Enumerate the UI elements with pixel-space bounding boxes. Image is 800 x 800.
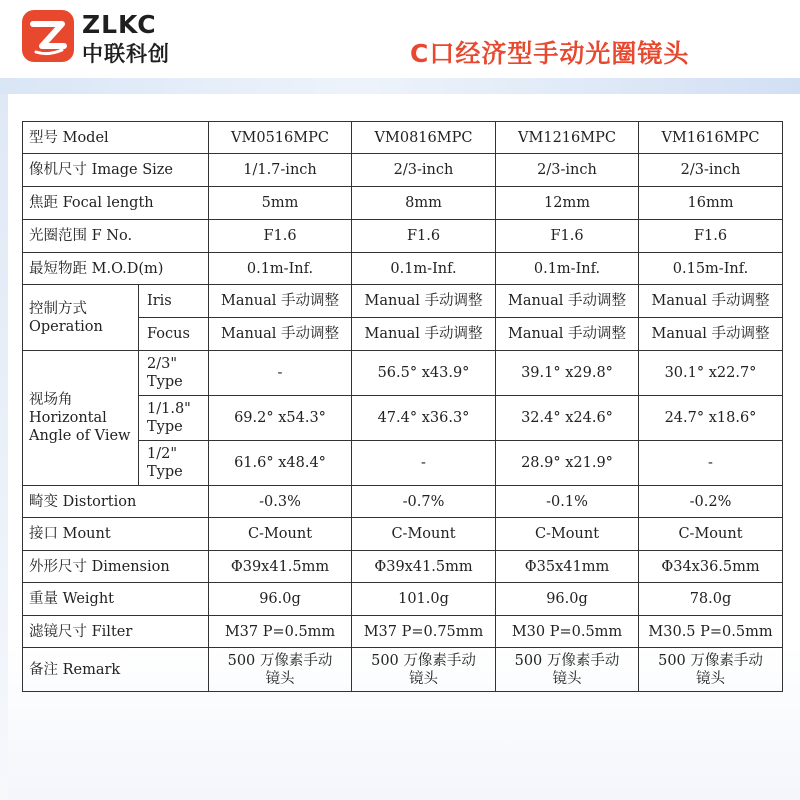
zlkc-logo-icon — [22, 10, 74, 62]
remark-line-1: 500 万像素手动 — [658, 652, 763, 669]
value-cell: 96.0g — [209, 583, 352, 616]
remark-cell — [496, 648, 639, 692]
row-label: 最短物距 M.O.D(m) — [23, 253, 209, 285]
value-cell: M30.5 P=0.5mm — [639, 616, 783, 648]
value-cell: 78.0g — [639, 583, 783, 616]
remark-line-2: 镜头 — [265, 670, 295, 687]
row-label: 备注 Remark — [23, 648, 209, 692]
value-cell: F1.6 — [639, 220, 783, 253]
value-cell: 0.15m-Inf. — [639, 253, 783, 285]
value-cell: 96.0g — [496, 583, 639, 616]
sensor-type-label — [139, 396, 209, 441]
row-label: 畸变 Distortion — [23, 486, 209, 518]
table-row-aov-1 — [23, 351, 783, 396]
value-cell: 12mm — [496, 187, 639, 220]
value-cell: M37 P=0.75mm — [352, 616, 496, 648]
remark-line-2: 镜头 — [409, 670, 438, 687]
value-cell: C-Mount — [639, 518, 783, 551]
sensor-type-label — [139, 441, 209, 486]
value-cell: 0.1m-Inf. — [352, 253, 496, 285]
value-cell: Φ39x41.5mm — [209, 551, 352, 583]
value-cell: - — [209, 351, 352, 396]
table-row-model — [23, 122, 783, 154]
aov-label-cn: 视场角 — [29, 392, 73, 408]
value-cell: 28.9° x21.9° — [496, 441, 639, 486]
sensor-type-word: Type — [147, 374, 183, 390]
value-cell: -0.3% — [209, 486, 352, 518]
value-cell: M37 P=0.5mm — [209, 616, 352, 648]
value-cell: Manual 手动调整 — [639, 318, 783, 351]
row-label: 光圈范围 F No. — [23, 220, 209, 253]
value-cell: 2/3-inch — [639, 154, 783, 187]
value-cell: 8mm — [352, 187, 496, 220]
value-cell: C-Mount — [209, 518, 352, 551]
model-cell: VM0516MPC — [209, 122, 352, 154]
brand-name-cn: 中联科创 — [82, 42, 170, 66]
value-cell: 1/1.7-inch — [209, 154, 352, 187]
model-cell: VM1216MPC — [496, 122, 639, 154]
value-cell: - — [639, 441, 783, 486]
remark-line-2: 镜头 — [696, 670, 725, 687]
value-cell: F1.6 — [496, 220, 639, 253]
remark-cell — [352, 648, 496, 692]
row-label: 滤镜尺寸 Filter — [23, 616, 209, 648]
value-cell: M30 P=0.5mm — [496, 616, 639, 648]
value-cell: 101.0g — [352, 583, 496, 616]
value-cell: Manual 手动调整 — [209, 285, 352, 318]
value-cell: 2/3-inch — [496, 154, 639, 187]
page-title: C口经济型手动光圈镜头 — [410, 39, 690, 68]
value-cell: 0.1m-Inf. — [209, 253, 352, 285]
left-decor-bar — [0, 88, 8, 800]
value-cell: Manual 手动调整 — [496, 318, 639, 351]
table-row-distortion — [23, 486, 783, 518]
table-row-focal-length — [23, 187, 783, 220]
sub-label: Focus — [139, 318, 209, 351]
table-row-dimension — [23, 551, 783, 583]
value-cell: F1.6 — [209, 220, 352, 253]
value-cell: 16mm — [639, 187, 783, 220]
row-label: 接口 Mount — [23, 518, 209, 551]
table-row-weight — [23, 583, 783, 616]
table-row-f-no — [23, 220, 783, 253]
value-cell: Manual 手动调整 — [352, 285, 496, 318]
value-cell: Φ35x41mm — [496, 551, 639, 583]
value-cell: C-Mount — [496, 518, 639, 551]
aov-label — [23, 351, 139, 486]
operation-label — [23, 285, 139, 351]
model-cell: VM1616MPC — [639, 122, 783, 154]
brand-name-en: ZLKC — [82, 10, 157, 39]
value-cell: C-Mount — [352, 518, 496, 551]
sensor-type-word: Type — [147, 464, 183, 480]
spec-table — [22, 121, 783, 692]
value-cell: Φ34x36.5mm — [639, 551, 783, 583]
value-cell: 39.1° x29.8° — [496, 351, 639, 396]
value-cell: Manual 手动调整 — [639, 285, 783, 318]
row-label: 重量 Weight — [23, 583, 209, 616]
remark-line-1: 500 万像素手动 — [371, 652, 476, 669]
aov-label-en-2: Angle of View — [29, 428, 131, 444]
row-label: 焦距 Focal length — [23, 187, 209, 220]
value-cell: 56.5° x43.9° — [352, 351, 496, 396]
remark-line-1: 500 万像素手动 — [227, 652, 333, 669]
value-cell: Manual 手动调整 — [209, 318, 352, 351]
value-cell: - — [352, 441, 496, 486]
value-cell: 5mm — [209, 187, 352, 220]
value-cell: Manual 手动调整 — [496, 285, 639, 318]
table-row-remark — [23, 648, 783, 692]
value-cell: Φ39x41.5mm — [352, 551, 496, 583]
value-cell: Manual 手动调整 — [352, 318, 496, 351]
value-cell: 2/3-inch — [352, 154, 496, 187]
sensor-type-word: Type — [147, 419, 183, 435]
sensor-type-size: 2/3" — [147, 356, 178, 372]
model-cell: VM0816MPC — [352, 122, 496, 154]
table-row-mount — [23, 518, 783, 551]
header — [0, 0, 800, 78]
sensor-type-label — [139, 351, 209, 396]
value-cell: 0.1m-Inf. — [496, 253, 639, 285]
sensor-type-size: 1/2" — [147, 446, 178, 462]
value-cell: 24.7° x18.6° — [639, 396, 783, 441]
remark-cell — [209, 648, 352, 692]
remark-line-2: 镜头 — [552, 670, 582, 687]
remark-line-1: 500 万像素手动 — [514, 652, 620, 669]
value-cell: 47.4° x36.3° — [352, 396, 496, 441]
table-row-filter — [23, 616, 783, 648]
value-cell: -0.1% — [496, 486, 639, 518]
value-cell: 32.4° x24.6° — [496, 396, 639, 441]
table-row-mod — [23, 253, 783, 285]
sensor-type-size: 1/1.8" — [147, 401, 191, 417]
aov-label-en-1: Horizontal — [29, 410, 107, 426]
remark-cell — [639, 648, 783, 692]
row-label: 像机尺寸 Image Size — [23, 154, 209, 187]
operation-label-en: Operation — [29, 318, 103, 335]
sub-label: Iris — [139, 285, 209, 318]
row-label: 外形尺寸 Dimension — [23, 551, 209, 583]
table-row-iris — [23, 285, 783, 318]
value-cell: 69.2° x54.3° — [209, 396, 352, 441]
value-cell: -0.2% — [639, 486, 783, 518]
operation-label-cn: 控制方式 — [29, 300, 87, 317]
value-cell: -0.7% — [352, 486, 496, 518]
value-cell: F1.6 — [352, 220, 496, 253]
value-cell: 30.1° x22.7° — [639, 351, 783, 396]
value-cell: 61.6° x48.4° — [209, 441, 352, 486]
table-row-image-size — [23, 154, 783, 187]
row-label: 型号 Model — [23, 122, 209, 154]
